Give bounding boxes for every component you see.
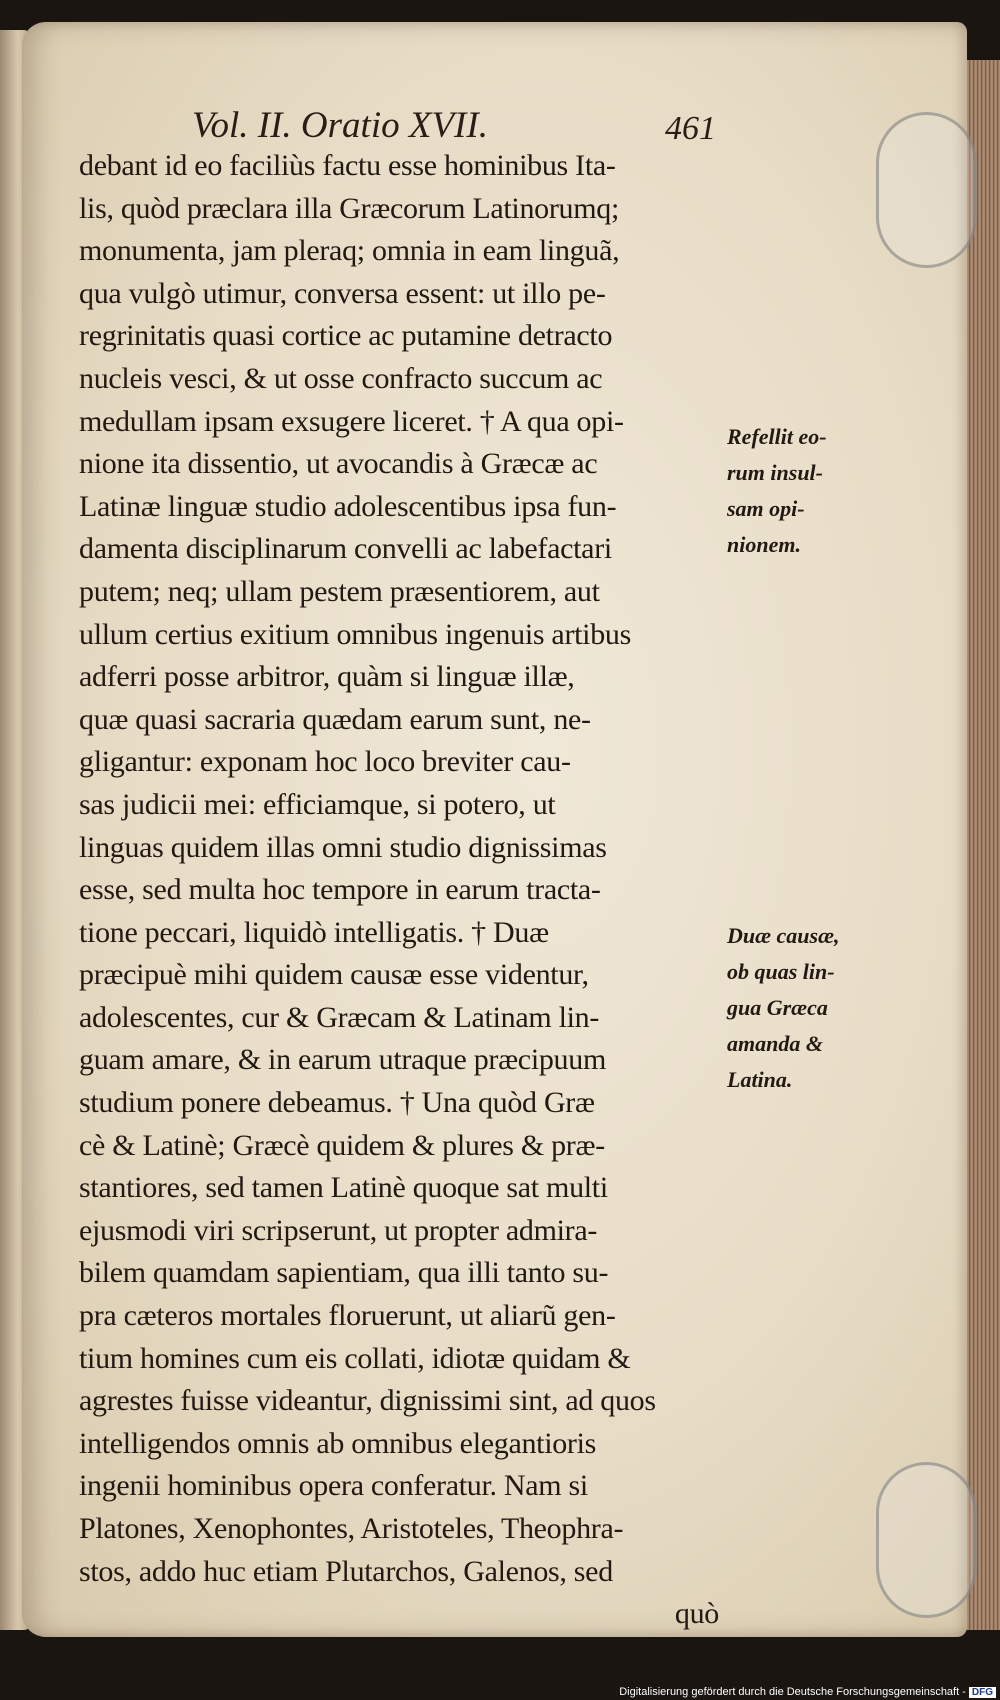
text-line: qua vulgò utimur, conversa essent: ut illo pe-	[79, 276, 606, 310]
text-line: putem; neq; ullam pestem præsentiorem, aut	[79, 574, 600, 608]
marginal-note-line: Refellit eo-	[727, 424, 827, 449]
text-line: pra cæteros mortales floruerunt, ut aliarũ gen-	[79, 1299, 616, 1333]
text-line: sas judicii mei: efficiamque, si potero, ut	[79, 787, 556, 821]
text-line: bilem quamdam sapientiam, qua illi tanto su-	[79, 1256, 609, 1290]
text-line: studium ponere debeamus. † Una quòd Græ	[79, 1086, 595, 1120]
text-line: damenta disciplinarum convelli ac labefactari	[79, 532, 612, 566]
text-line: tione peccari, liquidò intelligatis. † Duæ	[79, 915, 549, 949]
marginal-note-line: rum insul-	[727, 460, 823, 485]
text-line: ingenii hominibus opera conferatur. Nam si	[79, 1469, 588, 1503]
page-clip-bottom	[876, 1462, 977, 1618]
text-line: intelligendos omnis ab omnibus elegantioris	[79, 1426, 597, 1460]
marginal-note-line: Latina.	[727, 1067, 793, 1092]
text-line: debant id eo faciliùs factu esse hominibus Ita-	[79, 149, 616, 182]
text-line: stos, addo huc etiam Plutarchos, Galenos, sed	[79, 1554, 613, 1588]
text-line: tium homines cum eis collati, idiotæ quidam &	[79, 1341, 631, 1375]
text-line: guam amare, & in earum utraque præcipuum	[79, 1043, 606, 1077]
digitization-credit	[619, 1686, 996, 1698]
book-page	[22, 22, 967, 1637]
running-header: Vol. II. Oratio XVII.	[192, 105, 488, 146]
footer-credit-text: Digitalisierung gefördert durch die Deutsche Forschungsgemeinschaft -	[619, 1686, 966, 1698]
marginal-note-line: gua Græca	[727, 995, 828, 1020]
page-clip-top	[876, 112, 977, 268]
text-line: Latinæ linguæ studio adolescentibus ipsa fun-	[79, 489, 617, 523]
text-line: nione ita dissentio, ut avocandis à Græcæ ac	[79, 447, 598, 481]
page-edges	[962, 60, 1000, 1630]
text-line: quæ quasi sacraria quædam earum sunt, ne-	[79, 702, 591, 736]
text-line: cè & Latinè; Græcè quidem & plures & præ-	[79, 1128, 605, 1162]
text-line: stantiores, sed tamen Latinè quoque sat multi	[79, 1171, 608, 1205]
text-line: præcipuè mihi quidem causæ esse videntur,	[79, 958, 589, 992]
marginal-note-line: ob quas lin-	[727, 959, 835, 984]
marginal-note-line: sam opi-	[727, 496, 805, 521]
marginal-note-2	[727, 918, 877, 1098]
text-line: adolescentes, cur & Græcam & Latinam lin-	[79, 1000, 600, 1034]
text-line: adferri posse arbitror, quàm si linguæ illæ,	[79, 660, 575, 694]
main-text-block	[79, 145, 719, 1636]
marginal-note-line: nionem.	[727, 532, 801, 557]
catchword: quò	[674, 1597, 719, 1631]
text-line: linguas quidem illas omni studio dignissimas	[79, 830, 607, 864]
text-line: ejusmodi viri scripserunt, ut propter admira-	[79, 1213, 598, 1247]
text-line: esse, sed multa hoc tempore in earum tracta-	[79, 873, 601, 907]
text-line: lis, quòd præclara illa Græcorum Latinorumq;	[79, 191, 620, 225]
text-line: gligantur: exponam hoc loco breviter cau-	[79, 745, 571, 779]
text-line: medullam ipsam exsugere liceret. † A qua opi-	[79, 404, 624, 438]
text-line: monumenta, jam pleraq; omnia in eam linguã,	[79, 234, 620, 268]
marginal-note-line: Duæ causæ,	[727, 923, 840, 948]
dfg-logo: DFG	[969, 1687, 996, 1698]
text-line: ullum certius exitium omnibus ingenuis artibus	[79, 617, 631, 651]
page-number: 461	[665, 110, 716, 147]
text-line: agrestes fuisse videantur, dignissimi sint, ad quos	[79, 1384, 656, 1418]
text-line: regrinitatis quasi cortice ac putamine detracto	[79, 319, 613, 353]
text-line: nucleis vesci, & ut osse confracto succum ac	[79, 361, 603, 395]
marginal-note-1	[727, 419, 877, 563]
text-line: Platones, Xenophontes, Aristoteles, Theophra-	[79, 1512, 624, 1545]
marginal-note-line: amanda &	[727, 1031, 823, 1056]
